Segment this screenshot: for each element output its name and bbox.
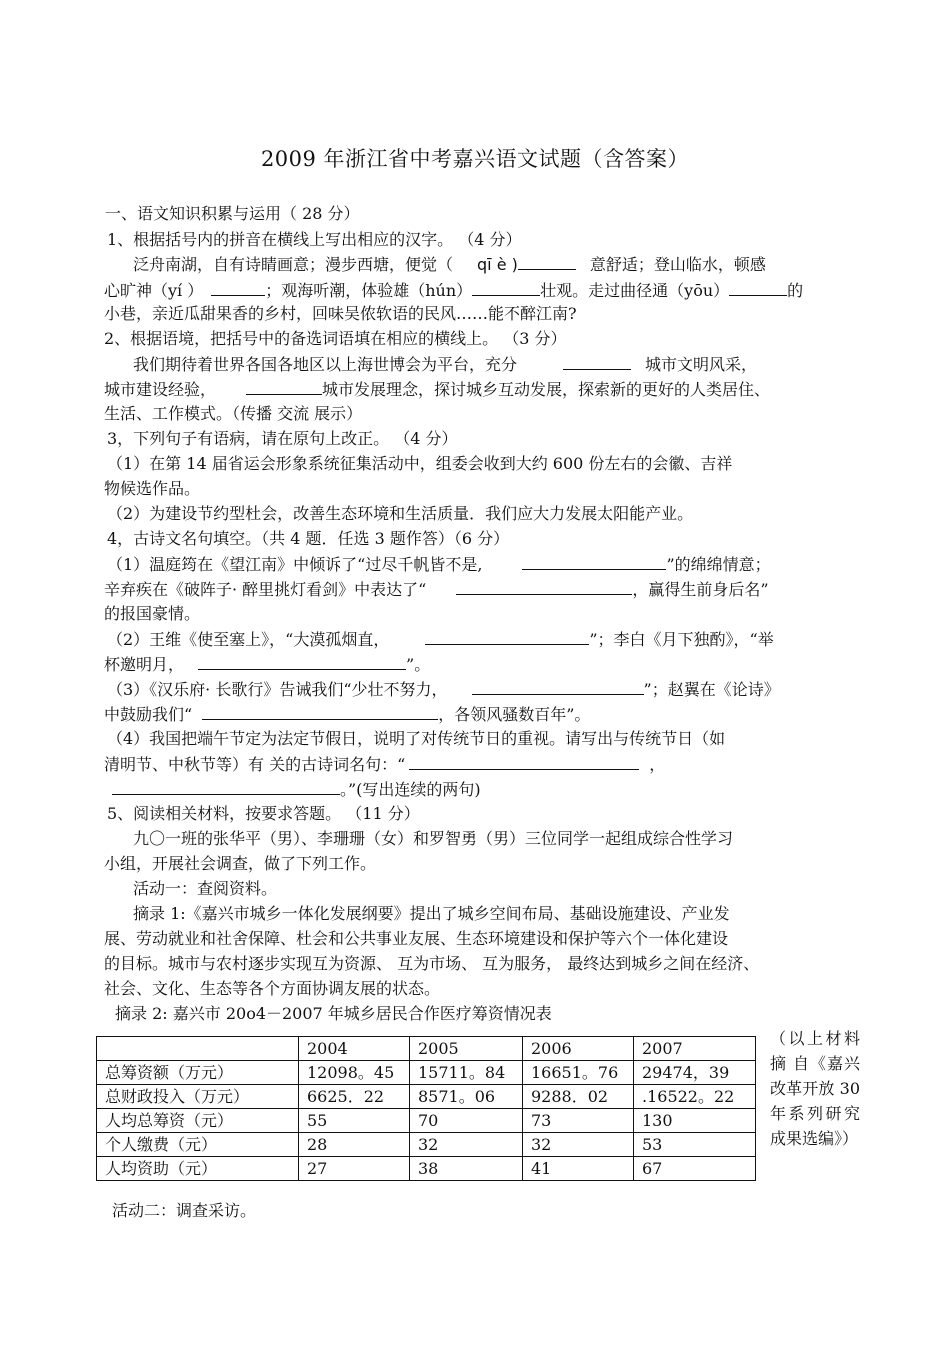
table-cell [97,1037,299,1061]
question-1-heading: 1、根据括号内的拼音在横线上写出相应的汉字。 （4 分） [107,230,522,249]
table-row [97,1157,756,1181]
answer-blank [211,279,265,296]
table-cell: 15711。84 [410,1061,523,1085]
question-2-line-1: 我们期待着世界各国各地区以上海世博会为平台，充分 城市文明风采， [133,355,758,374]
table-cell: 2006 [523,1037,634,1061]
table-cell: 32 [410,1133,523,1157]
table-cell: 28 [299,1133,410,1157]
table-cell: 2007 [634,1037,756,1061]
excerpt-1-line-3: 的目标。城市与农村逐步实现互为资源、 互为市场、 互为服务， 最终达到城乡之间在经济、 [104,954,760,973]
answer-blank [472,279,540,296]
table-cell: 55 [299,1109,410,1133]
answer-blank [202,703,438,720]
question-1-line-2: 心旷神（yí ） ；观海听潮，体验雄（hún） 壮观。走过曲径通（yōu） 的 [104,281,804,300]
table-cell: 32 [523,1133,634,1157]
question-4-part-4: （4）我国把端午节定为法定节假日，说明了对传统节日的重视。请写出与传统节日（如 [107,729,726,748]
question-1-line-1: 泛舟南湖，自有诗睛画意；漫步西塘，便觉（ qī è ) 意舒适；登山临水，顿感 [133,255,766,274]
table-cell: 38 [410,1157,523,1181]
section-heading: 一、语文知识积累与运用（ 28 分） [105,204,360,223]
table-cell: 9288．02 [523,1085,634,1109]
table-row [97,1133,756,1157]
question-1-line-3: 小巷，亲近瓜甜果香的乡村，回味吴侬软语的民风……能不醉江南? [104,304,577,323]
question-2-line-2: 城市建设经验， 城市发展理念，探讨城乡互动发展，探索新的更好的人类居住、 [104,380,771,399]
question-3-sentence-1: （1）在第 14 届省运会形象系统征集活动中，组委会收到大约 600 份左右的会徽、吉祥 [107,454,733,473]
answer-blank [112,778,340,795]
excerpt-1-line-1: 摘录 1:《嘉兴市城乡一体化发展纲要》提出了城乡空间布局、基础设施建设、产业发 [133,904,730,923]
question-5-line-2: 小组，开展社会调查，做了下列工作。 [104,854,377,873]
question-4-heading: 4，古诗文名句填空。（共 4 题．任选 3 题作答）（6 分） [107,529,510,548]
table-cell: 2004 [299,1037,410,1061]
answer-blank [563,353,631,370]
answer-blank [246,378,322,395]
question-4-part-4-cont: 清明节、中秋节等）有 关的古诗词名句：“ ， [104,755,666,774]
answer-blank [522,553,666,570]
page-title: 2009 年浙江省中考嘉兴语文试题（含答案） [260,147,690,171]
answer-blank [425,628,589,645]
table-row [97,1085,756,1109]
excerpt-1-line-4: 社会、文化、生态等各个方面协调友展的状态。 [104,979,441,998]
table-row [97,1061,756,1085]
answer-blank [456,578,632,595]
question-4-part-1-cont: 辛弃疾在《破阵子· 醉里挑灯看剑》中表达了“ ，赢得生前身后名” [104,580,769,599]
question-4-part-1-end: 的报国豪情。 [104,604,201,623]
table-cell: 12098。45 [299,1061,410,1085]
table-cell: 总财政投入（万元） [97,1085,299,1109]
answer-blank [198,653,406,670]
excerpt-1-line-2: 展、劳动就业和社舍保障、杜会和公共事业友展、生态环境建设和保护等六个一体化建设 [104,929,729,948]
question-4-part-3-cont: 中鼓励我们“ ，各领风骚数百年”。 [104,705,591,724]
question-4-part-2: （2）王维《使至塞上》，“大漠孤烟直， ”；李白《月下独酌》，“举 [107,630,774,649]
question-4-part-3: （3）《汉乐府· 长歌行》告诫我们“少壮不努力， ”；赵翼在《论诗》 [107,680,780,699]
question-5-line-1: 九〇一班的张华平（男）、李珊珊（女）和罗智勇（男）三位同学一起组成综合性学习 [133,829,734,848]
table-cell: 总筹资额（万元） [97,1061,299,1085]
table-row [97,1109,756,1133]
table-cell: 27 [299,1157,410,1181]
table-cell: 2005 [410,1037,523,1061]
table-cell: .16522。22 [634,1085,756,1109]
table-cell: 67 [634,1157,756,1181]
question-3-sentence-1-cont: 物候选作品。 [104,479,201,498]
table-cell: 16651。76 [523,1061,634,1085]
question-4-part-4-end: 。”(写出连续的两句) [112,778,481,801]
question-5-heading: 5、阅读相关材料，按要求答题。 （11 分） [107,804,420,823]
excerpt-2-heading: 摘录 2: 嘉兴市 20o4－2007 年城乡居民合作医疗筹资情况表 [115,1004,552,1023]
table-cell: 人均资助（元） [97,1157,299,1181]
answer-blank [409,753,639,770]
table-cell: 6625．22 [299,1085,410,1109]
question-4-part-2-cont: 杯邀明月， ”。 [104,655,431,674]
table-cell: 41 [523,1157,634,1181]
answer-blank [472,678,644,695]
table-header-row [97,1037,756,1061]
question-3-heading: 3，下列句子有语病，请在原句上改正。 （4 分） [107,429,458,448]
answer-blank [518,253,576,270]
question-4-part-1: （1）温庭筠在《望江南》中倾诉了“过尽千帆皆不是, ”的绵绵情意； [107,555,771,574]
question-2-heading: 2、根据语境，把括号中的备选词语填在相应的横线上。 （3 分） [104,329,567,348]
table-cell: 130 [634,1109,756,1133]
question-2-line-3: 生活、工作模式。（传播 交流 展示） [104,404,363,423]
table-cell: 29474，39 [634,1061,756,1085]
answer-blank [729,279,787,296]
table-cell: 人均总筹资（元） [97,1109,299,1133]
table-cell: 73 [523,1109,634,1133]
table-cell: 70 [410,1109,523,1133]
source-note: （以上材料 摘 自《嘉兴改革开放 30 年系列研究成果选编》） [770,1029,860,1148]
table-cell: 53 [634,1133,756,1157]
question-3-sentence-2: （2）为建设节约型杜会，改善生态环境和生活质量．我们应大力发展太阳能产业。 [107,504,694,523]
activity-1: 活动一：查阅资料。 [133,879,278,898]
funding-table [96,1036,756,1181]
activity-2: 活动二：调查采访。 [112,1201,257,1220]
table-cell: 个人缴费（元） [97,1133,299,1157]
table-cell: 8571。06 [410,1085,523,1109]
